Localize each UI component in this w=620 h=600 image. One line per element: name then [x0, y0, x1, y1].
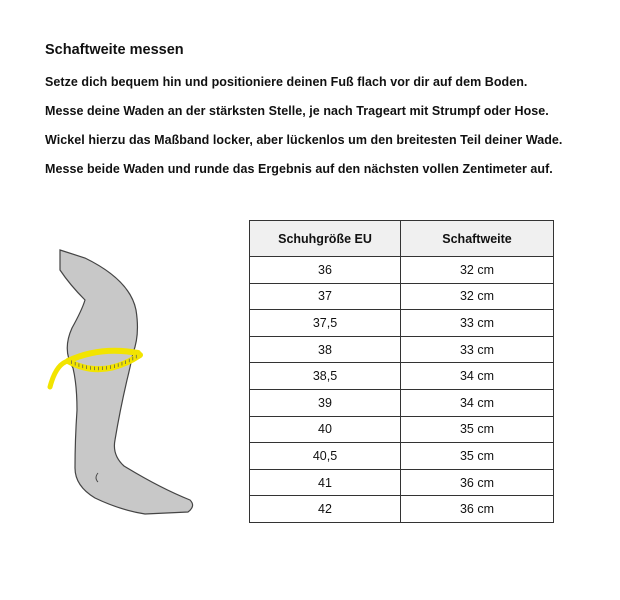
size-table	[249, 220, 554, 523]
instruction-4: Messe beide Waden und runde das Ergebnis auf den nächsten vollen Zentimeter auf.	[45, 162, 553, 176]
shaft-width-cell: 36 cm	[401, 469, 554, 496]
table-row	[250, 363, 554, 390]
shoe-size-cell: 36	[250, 257, 401, 284]
shaft-width-cell: 34 cm	[401, 363, 554, 390]
shaft-width-cell: 35 cm	[401, 443, 554, 470]
shaft-width-cell: 35 cm	[401, 416, 554, 443]
table-row	[250, 496, 554, 523]
table-row	[250, 257, 554, 284]
shaft-width-cell: 32 cm	[401, 283, 554, 310]
shoe-size-cell: 40	[250, 416, 401, 443]
shoe-size-cell: 37	[250, 283, 401, 310]
table-header-row	[250, 221, 554, 257]
page-title: Schaftweite messen	[45, 42, 184, 58]
table-row	[250, 389, 554, 416]
instruction-2: Messe deine Waden an der stärksten Stelle, je nach Trageart mit Strumpf oder Hose.	[45, 104, 549, 118]
leg-measuring-illustration	[30, 240, 210, 530]
leg-silhouette	[60, 250, 193, 514]
shoe-size-cell: 41	[250, 469, 401, 496]
header-shoe-size: Schuhgröße EU	[250, 221, 401, 257]
header-shaft-width: Schaftweite	[401, 221, 554, 257]
tape-tail	[50, 361, 68, 387]
shoe-size-cell: 40,5	[250, 443, 401, 470]
table-row	[250, 310, 554, 337]
shoe-size-cell: 38,5	[250, 363, 401, 390]
shoe-size-cell: 42	[250, 496, 401, 523]
table-row	[250, 469, 554, 496]
shaft-width-cell: 33 cm	[401, 336, 554, 363]
shaft-width-cell: 34 cm	[401, 389, 554, 416]
instruction-3: Wickel hierzu das Maßband locker, aber lückenlos um den breitesten Teil deiner Wade.	[45, 133, 563, 147]
shoe-size-cell: 37,5	[250, 310, 401, 337]
table-row	[250, 283, 554, 310]
shaft-width-cell: 32 cm	[401, 257, 554, 284]
table-row	[250, 416, 554, 443]
shoe-size-cell: 39	[250, 389, 401, 416]
shaft-width-cell: 33 cm	[401, 310, 554, 337]
shaft-width-cell: 36 cm	[401, 496, 554, 523]
shoe-size-cell: 38	[250, 336, 401, 363]
table-row	[250, 443, 554, 470]
instruction-1: Setze dich bequem hin und positioniere deinen Fuß flach vor dir auf dem Boden.	[45, 75, 528, 89]
table-row	[250, 336, 554, 363]
